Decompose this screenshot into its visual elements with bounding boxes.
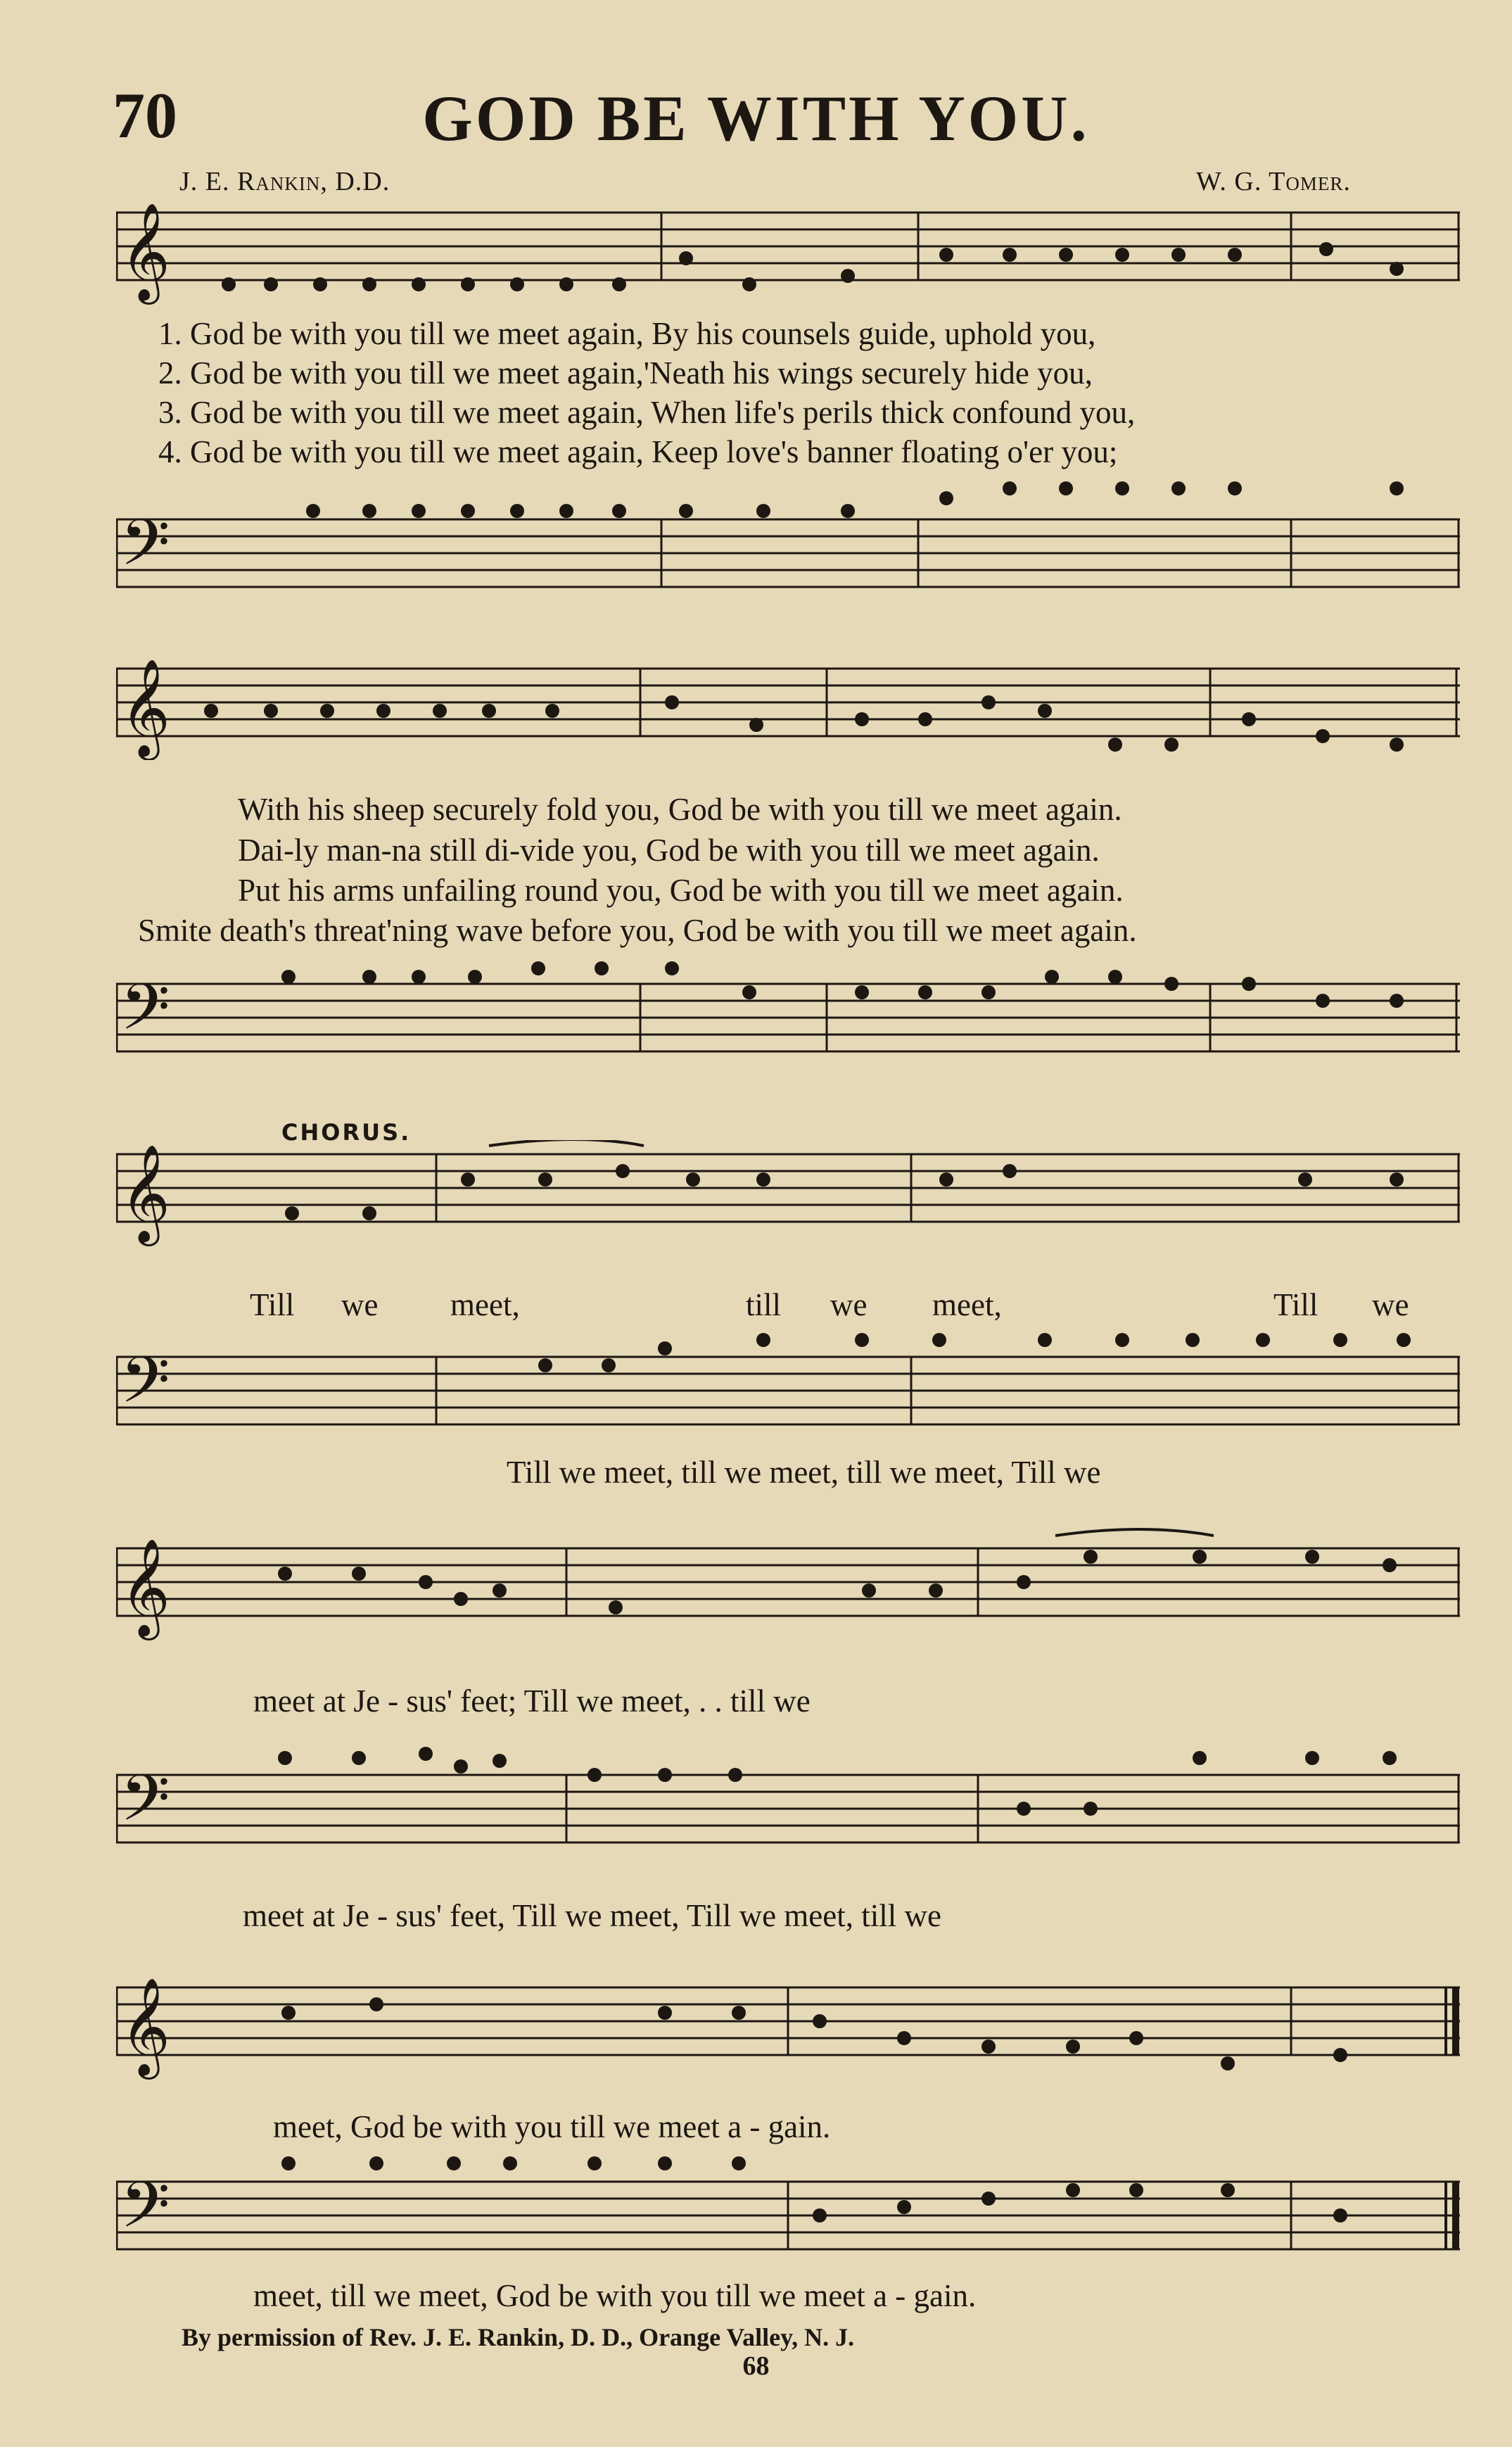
chorus-treble-line-3: meet, God be with you till we meet a - gain. — [273, 2109, 831, 2144]
svg-text:𝄢: 𝄢 — [120, 973, 170, 1058]
chorus-treble-word-2: we — [341, 1287, 379, 1322]
treble-staff-1 — [116, 198, 1460, 318]
bass-staff-5 — [116, 2146, 1460, 2287]
svg-text:𝄢: 𝄢 — [120, 1346, 170, 1431]
chorus-treble-line-2: meet at Je - sus' feet; Till we meet, . . till we — [253, 1683, 811, 1719]
chorus-label: CHORUS. — [281, 1119, 412, 1146]
svg-text:𝄞: 𝄞 — [120, 1541, 170, 1634]
folio-number: 68 — [742, 2351, 770, 2381]
lyricist: J. E. Rankin, D.D. — [179, 167, 390, 196]
verse-line-4: 4. God be with you till we meet again, Keep love's banner floating o'er you; — [158, 434, 1118, 469]
page-number: 70 — [113, 80, 177, 151]
composer: W. G. Tomer. — [1196, 167, 1351, 196]
bass-staff-1 — [116, 479, 1460, 598]
bass-staff-4 — [116, 1724, 1460, 1851]
treble-staff-4 — [116, 1520, 1460, 1647]
svg-text:𝄢: 𝄢 — [120, 1764, 170, 1850]
verse-continuation-2: Dai-ly man-na still di-vide you, God be with you till we meet again. — [238, 833, 1100, 868]
chorus-bass-line-3: meet, till we meet, God be with you till we meet a - gain. — [253, 2278, 977, 2313]
verse-line-3: 3. God be with you till we meet again, When life's perils thick confound you, — [158, 395, 1136, 430]
treble-staff-3 — [116, 1140, 1460, 1260]
chorus-bass-line-1: Till we meet, till we meet, till we meet, Till we — [507, 1455, 1101, 1490]
verse-continuation-1: With his sheep securely fold you, God be with you till we meet again. — [238, 792, 1122, 827]
song-title: GOD BE WITH YOU. — [422, 82, 1090, 154]
svg-text:𝄢: 𝄢 — [120, 2170, 170, 2256]
chorus-treble-word-3: meet, — [450, 1287, 520, 1322]
chorus-treble-word-8: we — [1372, 1287, 1409, 1322]
chorus-treble-word-5: we — [830, 1287, 868, 1322]
treble-staff-2 — [116, 633, 1460, 760]
bass-staff-3 — [116, 1329, 1460, 1448]
svg-text:𝄞: 𝄞 — [120, 661, 170, 754]
bass-staff-2 — [116, 956, 1460, 1082]
verse-line-1: 1. God be with you till we meet again, By his counsels guide, uphold you, — [158, 316, 1096, 351]
svg-text:𝄞: 𝄞 — [120, 205, 170, 298]
verse-continuation-4: Smite death's threat'ning wave before you, God be with you till we meet again. — [138, 913, 1137, 948]
svg-text:𝄞: 𝄞 — [120, 1146, 170, 1240]
svg-text:𝄢: 𝄢 — [120, 508, 170, 594]
verse-continuation-3: Put his arms unfailing round you, God be with you till we meet again. — [238, 873, 1124, 908]
svg-text:𝄞: 𝄞 — [120, 1980, 170, 2073]
chorus-treble-word-4: till — [746, 1287, 782, 1322]
permission-note: By permission of Rev. J. E. Rankin, D. D., Orange Valley, N. J. — [182, 2323, 855, 2351]
chorus-treble-word-1: Till — [250, 1287, 295, 1322]
chorus-bass-line-2: meet at Je - sus' feet, Till we meet, Till we meet, till we — [243, 1898, 941, 1933]
chorus-treble-word-7: Till — [1273, 1287, 1319, 1322]
treble-staff-5 — [116, 1964, 1460, 2104]
chorus-treble-word-6: meet, — [932, 1287, 1002, 1322]
verse-line-2: 2. God be with you till we meet again,'Neath his wings securely hide you, — [158, 355, 1093, 391]
